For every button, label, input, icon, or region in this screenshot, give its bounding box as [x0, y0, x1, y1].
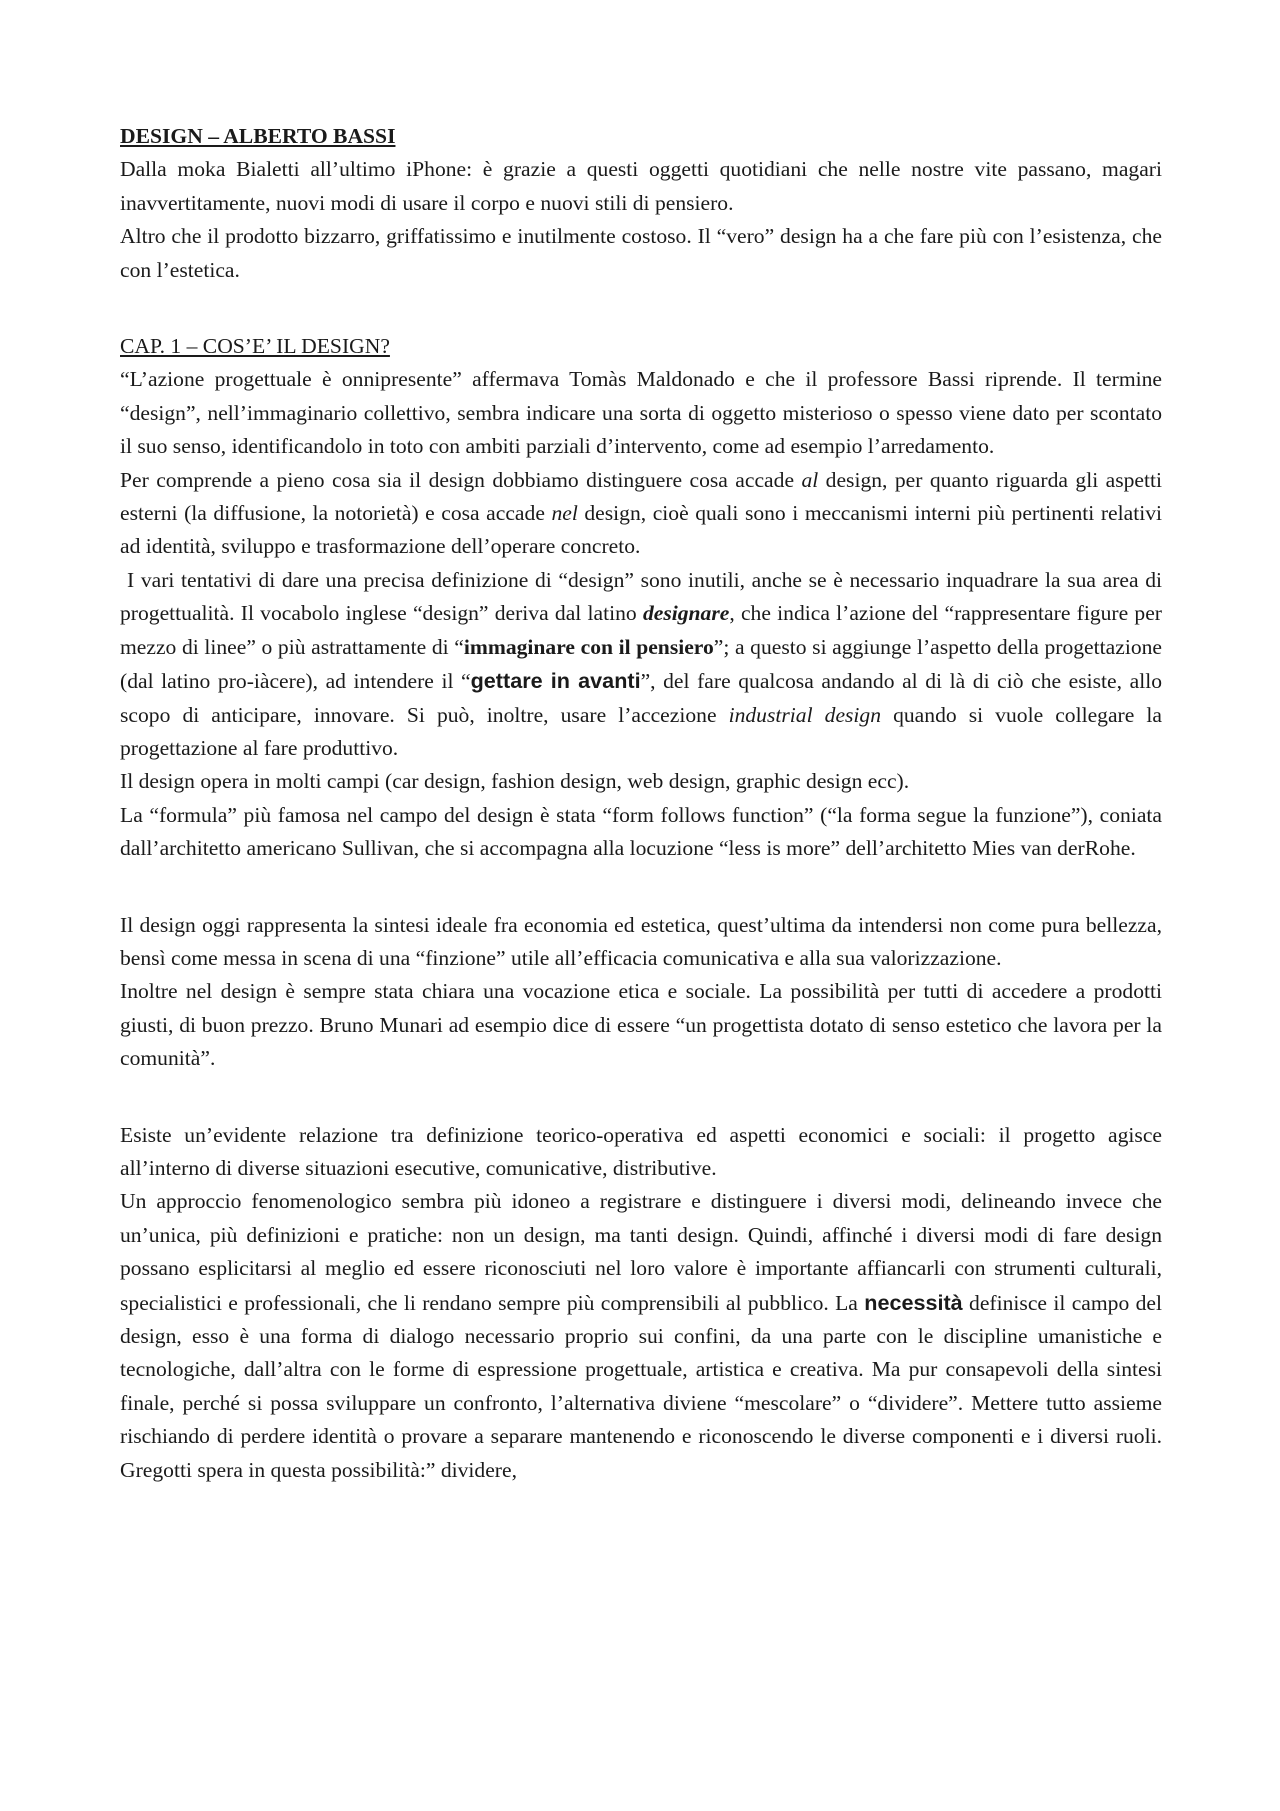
text-run: design, cioè quali sono i meccanismi interni più pertinenti relativi ad identità, sviluppo e trasformazione dell’operare concreto.	[120, 501, 1162, 559]
text-run: ”, del fare qualcosa andando al di là di ciò che esiste, allo scopo di anticipare, innovare. Si può, inoltre, usare l’accezione	[120, 669, 1162, 727]
bold-term-necessita: necessità	[864, 1289, 963, 1315]
text-run: , che indica l’azione del “rappresentare figure per mezzo di linee” o più astrattamente di “	[120, 601, 1162, 659]
text-run: Per comprende a pieno cosa sia il design dobbiamo distinguere cosa accade	[120, 467, 802, 492]
italic-term-nel: nel	[551, 501, 578, 526]
chapter-paragraph-7: Inoltre nel design è sempre stata chiara una vocazione etica e sociale. La possibilità per tutti di accedere a prodotti giusti, di buon prezzo. Bruno Munari ad esempio dice di essere “un progettista dotato di senso estetico che lavora per la comunità”.	[120, 979, 1162, 1071]
chapter-heading: CAP. 1 – COS’E’ IL DESIGN?	[120, 334, 390, 359]
italic-term-industrial-design: industrial design	[728, 702, 882, 727]
spacer	[120, 1076, 1162, 1119]
text-run: design, per quanto riguarda gli aspetti esterni (la diffusione, la notorietà) e cosa accade	[120, 467, 1162, 526]
chapter-paragraph-8: Esiste un’evidente relazione tra definizione teorico-operativa ed aspetti economici e sociali: il progetto agisce all’interno di diverse situazioni esecutive, comunicative, distributive.	[120, 1122, 1162, 1180]
text-run: I vari tentativi di dare una precisa definizione di “design” sono inutili, anche se è necessario inquadrare la sua area di progettualità. Il vocabolo inglese “design” deriva dal latino	[120, 567, 1162, 626]
spacer	[120, 287, 1162, 330]
chapter-paragraph-6: Il design oggi rappresenta la sintesi ideale fra economia ed estetica, quest’ultima da intendersi non come pura bellezza, bensì come messa in scena di una “finzione” utile all’efficacia comunicativa e alla sua valorizzazione.	[120, 912, 1162, 970]
spacer	[120, 866, 1162, 909]
text-run: definisce il campo del design, esso è una forma di dialogo necessario proprio sui confini, da una parte con le discipline umanistiche e tecnologiche, dall’altra con le forme di espressione progettuale, artistica e creativa. Ma pur consapevoli della sintesi finale, perché si possa sviluppare un confronto, l’alternativa diviene “mescolare” o “dividere”. Mettere tutto assieme rischiando di perdere identità o provare a separare mantenendo e riconoscendo le diverse componenti e i diversi ruoli. Gregotti spera in questa possibilità:” dividere,	[120, 1290, 1162, 1482]
text-run: quando si vuole collegare la progettazione al fare produttivo.	[120, 702, 1162, 760]
chapter-paragraph-2	[120, 464, 1162, 564]
chapter-paragraph-3	[120, 564, 1162, 765]
italic-term-al: al	[801, 467, 819, 492]
text-run: Un approccio fenomenologico sembra più idoneo a registrare e distinguere i diversi modi, delineando invece che un’unica, più definizioni e pratiche: non un design, ma tanti design. Quindi, affinché i diversi modi di fare design possano esplicitarsi al meglio ed essere riconosciuti nel loro valore è importante affiancarli con strumenti culturali, specialistici e professionali, che li rendano sempre più comprensibili al pubblico. La	[120, 1189, 1162, 1315]
chapter-paragraph-9	[120, 1185, 1162, 1487]
text-run: ”; a questo si aggiunge l’aspetto della progettazione (dal latino pro-iàcere), ad intendere il “	[120, 634, 1162, 694]
chapter-paragraph-1: “L’azione progettuale è onnipresente” affermava Tomàs Maldonado e che il professore Bassi riprende. Il termine “design”, nell’immaginario collettivo, sembra indicare una sorta di oggetto misterioso o spesso viene dato per scontato il suo senso, identificandolo in toto con ambiti parziali d’intervento, come ad esempio l’arredamento.	[120, 367, 1162, 459]
bold-italic-term-designare: designare	[642, 601, 730, 626]
bold-term-gettare: gettare in avanti	[470, 668, 641, 694]
bold-term-immaginare: immaginare con il pensiero	[463, 634, 714, 659]
intro-paragraph-1: Dalla moka Bialetti all’ultimo iPhone: è grazie a questi oggetti quotidiani che nelle nostre vite passano, magari inavvertitamente, nuovi modi di usare il corpo e nuovi stili di pensiero.	[120, 157, 1162, 215]
chapter-paragraph-5: La “formula” più famosa nel campo del design è stata “form follows function” (“la forma segue la funzione”), coniata dall’architetto americano Sullivan, che si accompagna alla locuzione “less is more” dell’architetto Mies van derRohe.	[120, 802, 1162, 861]
document-title: DESIGN – ALBERTO BASSI	[120, 124, 396, 148]
chapter-paragraph-4: Il design opera in molti campi (car design, fashion design, web design, graphic design ecc).	[120, 769, 910, 794]
intro-paragraph-2: Altro che il prodotto bizzarro, griffatissimo e inutilmente costoso. Il “vero” design ha a che fare più con l’esistenza, che con l’estetica.	[120, 224, 1162, 282]
